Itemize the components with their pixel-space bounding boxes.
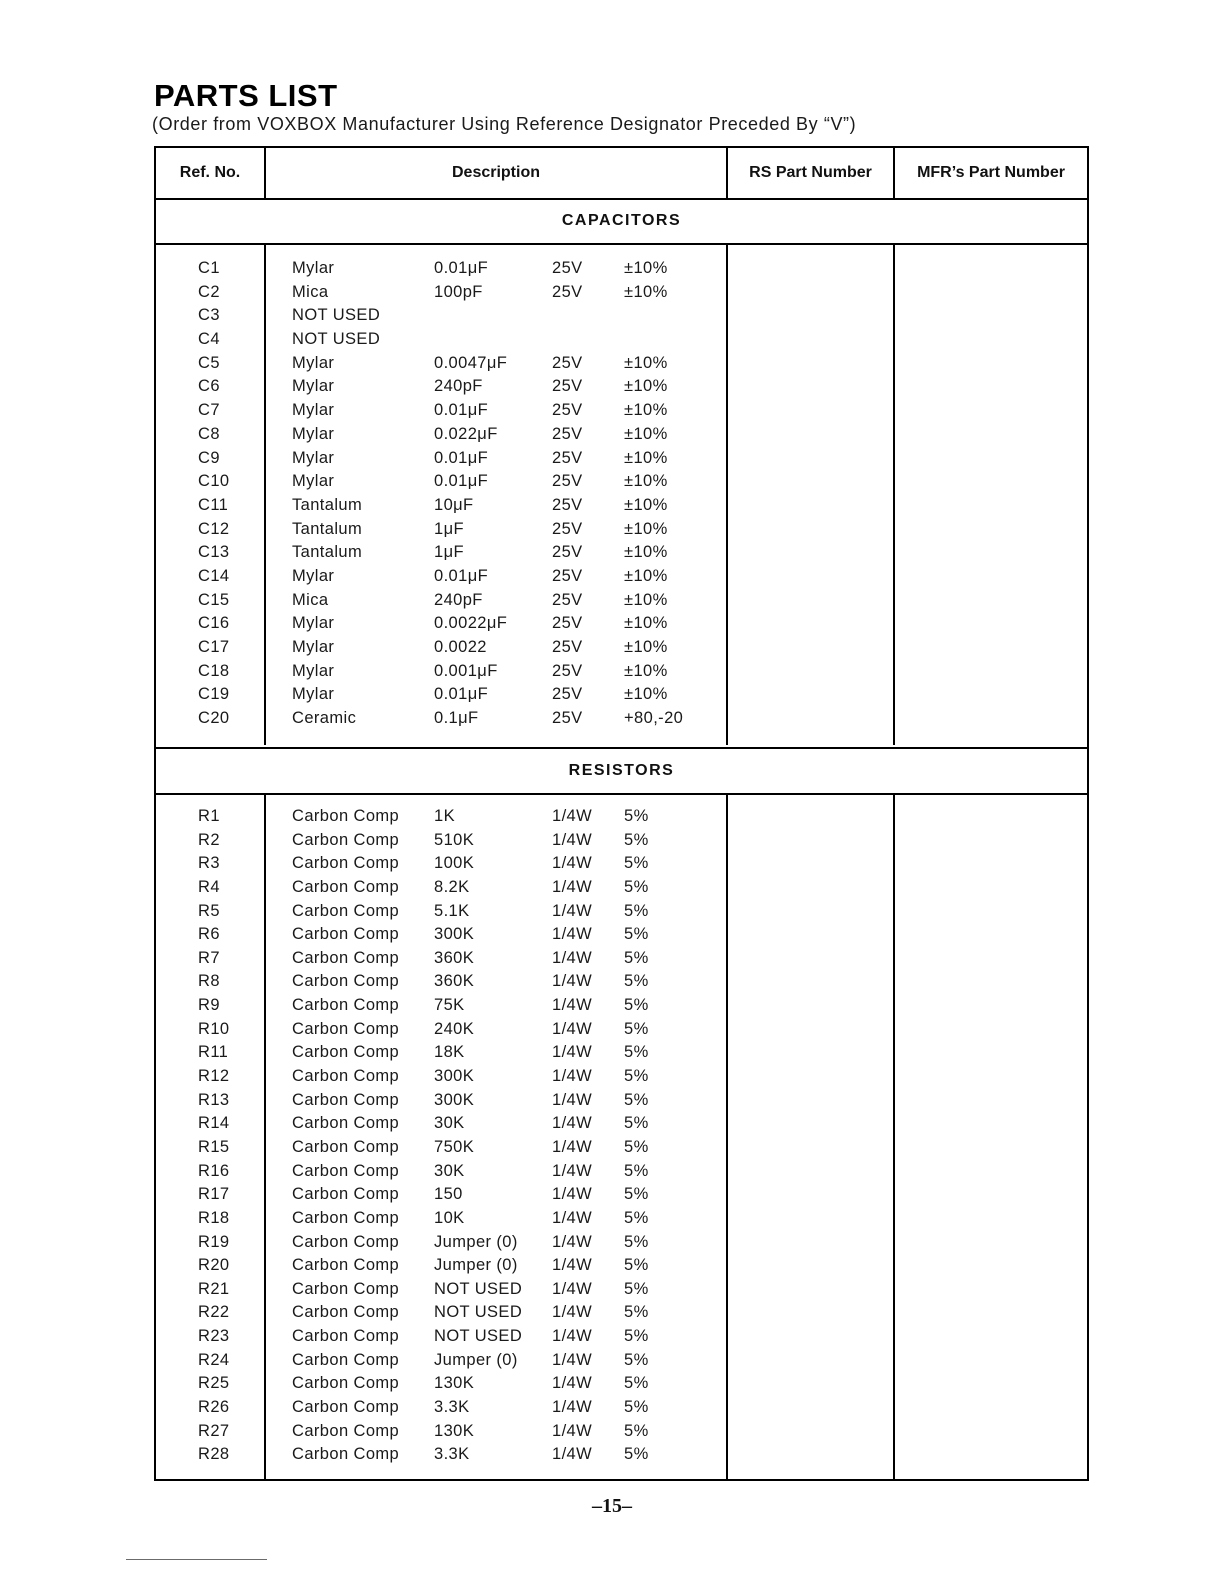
- part-type: Carbon Comp: [292, 1114, 400, 1133]
- part-value: Jumper (0): [434, 1350, 518, 1369]
- resistor-row: [156, 1374, 1087, 1398]
- ref-no: R5: [198, 901, 220, 920]
- part-type: Carbon Comp: [292, 1043, 400, 1062]
- capacitor-row: [156, 283, 1087, 307]
- part-value: 100pF: [434, 282, 483, 301]
- part-type: Carbon Comp: [292, 1279, 400, 1298]
- rating: 25V: [552, 685, 583, 704]
- ref-no: R16: [198, 1161, 230, 1180]
- rating: 1/4W: [552, 1445, 593, 1464]
- tolerance: ±10%: [624, 377, 668, 396]
- rating: 1/4W: [552, 1374, 593, 1393]
- tolerance: 5%: [624, 1090, 649, 1109]
- ref-no: R18: [198, 1208, 230, 1227]
- ref-no: R24: [198, 1350, 230, 1369]
- resistor-row: [156, 1422, 1087, 1446]
- tolerance: 5%: [624, 1137, 649, 1156]
- tolerance: 5%: [624, 948, 649, 967]
- part-value: NOT USED: [434, 1327, 523, 1346]
- part-value: 0.01μF: [434, 685, 489, 704]
- resistor-row: [156, 1185, 1087, 1209]
- ref-no: R1: [198, 807, 220, 825]
- tolerance: ±10%: [624, 401, 668, 420]
- ref-no: R3: [198, 854, 220, 873]
- part-type: Carbon Comp: [292, 1067, 400, 1086]
- part-value: 0.0022μF: [434, 614, 508, 633]
- part-type: Mylar: [292, 685, 335, 704]
- part-type: Carbon Comp: [292, 996, 400, 1015]
- tolerance: ±10%: [624, 566, 668, 585]
- rating: 1/4W: [552, 1019, 593, 1038]
- ref-no: C12: [198, 519, 230, 538]
- tolerance: 5%: [624, 996, 649, 1015]
- rating: 1/4W: [552, 925, 593, 944]
- resistors-section: [156, 793, 1087, 1481]
- rating: 1/4W: [552, 901, 593, 920]
- rating: 25V: [552, 638, 583, 656]
- ref-no: C17: [198, 638, 230, 656]
- rating: 1/4W: [552, 996, 593, 1015]
- ref-no: C13: [198, 543, 230, 562]
- tolerance: 5%: [624, 925, 649, 944]
- tolerance: ±10%: [624, 353, 668, 372]
- part-value: 750K: [434, 1137, 475, 1156]
- header-rs-part-number: RS Part Number: [728, 148, 895, 198]
- part-value: 30K: [434, 1114, 465, 1133]
- capacitor-rows: [156, 259, 1087, 733]
- rating: 25V: [552, 519, 583, 538]
- capacitor-row: [156, 543, 1087, 567]
- tolerance: ±10%: [624, 259, 668, 277]
- part-value: 1μF: [434, 543, 464, 562]
- part-type: Mylar: [292, 638, 335, 656]
- capacitor-row: [156, 377, 1087, 401]
- part-type: Carbon Comp: [292, 1137, 400, 1156]
- capacitor-row: [156, 685, 1087, 709]
- capacitor-row: [156, 567, 1087, 591]
- rating: 1/4W: [552, 877, 593, 896]
- ref-no: R15: [198, 1137, 230, 1156]
- tolerance: ±10%: [624, 519, 668, 538]
- part-type: Carbon Comp: [292, 1350, 400, 1369]
- ref-no: R28: [198, 1445, 230, 1464]
- part-value: 30K: [434, 1161, 465, 1180]
- tolerance: 5%: [624, 1161, 649, 1180]
- tolerance: ±10%: [624, 472, 668, 491]
- resistor-row: [156, 1256, 1087, 1280]
- rating: 1/4W: [552, 1256, 593, 1275]
- part-value: 10K: [434, 1208, 465, 1227]
- resistor-row: [156, 1020, 1087, 1044]
- rating: 1/4W: [552, 1185, 593, 1204]
- rating: 1/4W: [552, 1137, 593, 1156]
- part-value: 5.1K: [434, 901, 470, 920]
- ref-no: C18: [198, 661, 230, 680]
- part-value: 130K: [434, 1421, 475, 1440]
- part-type: Mylar: [292, 353, 335, 372]
- tolerance: 5%: [624, 1445, 649, 1464]
- part-value: 240pF: [434, 377, 483, 396]
- capacitor-row: [156, 330, 1087, 354]
- part-type: Carbon Comp: [292, 901, 400, 920]
- resistor-row: [156, 972, 1087, 996]
- resistor-row: [156, 1233, 1087, 1257]
- part-type: Carbon Comp: [292, 1019, 400, 1038]
- tolerance: 5%: [624, 901, 649, 920]
- tolerance: 5%: [624, 1421, 649, 1440]
- parts-table: [154, 146, 1089, 1481]
- part-type: Mylar: [292, 448, 335, 467]
- part-type: Mylar: [292, 472, 335, 491]
- tolerance: ±10%: [624, 543, 668, 562]
- capacitor-row: [156, 472, 1087, 496]
- part-type: Mylar: [292, 377, 335, 396]
- footer-link-underline: [126, 1559, 267, 1560]
- tolerance: ±10%: [624, 448, 668, 467]
- ref-no: C20: [198, 709, 230, 728]
- resistor-row: [156, 1351, 1087, 1375]
- part-value: 0.01μF: [434, 448, 489, 467]
- part-type: Carbon Comp: [292, 854, 400, 873]
- part-type: Carbon Comp: [292, 1185, 400, 1204]
- resistor-row: [156, 878, 1087, 902]
- tolerance: 5%: [624, 807, 649, 825]
- part-value: 240pF: [434, 590, 483, 609]
- ref-no: R20: [198, 1256, 230, 1275]
- ref-no: R11: [198, 1043, 229, 1062]
- part-type: Ceramic: [292, 709, 357, 728]
- capacitor-row: [156, 354, 1087, 378]
- rating: 1/4W: [552, 1327, 593, 1346]
- part-value: 10μF: [434, 495, 474, 514]
- ref-no: C5: [198, 353, 220, 372]
- part-value: 0.01μF: [434, 401, 489, 420]
- ref-no: R22: [198, 1303, 230, 1322]
- part-value: 1μF: [434, 519, 464, 538]
- ref-no: C14: [198, 566, 230, 585]
- resistor-row: [156, 902, 1087, 926]
- ref-no: R23: [198, 1327, 230, 1346]
- tolerance: ±10%: [624, 590, 668, 609]
- rating: 25V: [552, 259, 583, 277]
- ref-no: R26: [198, 1398, 230, 1417]
- part-value: 0.01μF: [434, 566, 489, 585]
- tolerance: ±10%: [624, 614, 668, 633]
- part-value: NOT USED: [434, 1279, 523, 1298]
- rating: 25V: [552, 614, 583, 633]
- capacitor-row: [156, 259, 1087, 283]
- part-value: 300K: [434, 1090, 475, 1109]
- resistor-row: [156, 925, 1087, 949]
- rating: 25V: [552, 377, 583, 396]
- ref-no: R8: [198, 972, 220, 991]
- part-value: 300K: [434, 1067, 475, 1086]
- part-type: Mylar: [292, 259, 335, 277]
- tolerance: ±10%: [624, 424, 668, 443]
- resistor-rows: [156, 807, 1087, 1469]
- ref-no: C6: [198, 377, 220, 396]
- part-value: 3.3K: [434, 1398, 470, 1417]
- part-type: Carbon Comp: [292, 1090, 400, 1109]
- part-type: Carbon Comp: [292, 1327, 400, 1346]
- section-heading-resistors: RESISTORS: [156, 747, 1087, 795]
- part-value: 100K: [434, 854, 475, 873]
- ref-no: C7: [198, 401, 220, 420]
- part-type: NOT USED: [292, 330, 381, 349]
- part-value: 0.022μF: [434, 424, 498, 443]
- tolerance: 5%: [624, 1256, 649, 1275]
- capacitor-row: [156, 401, 1087, 425]
- tolerance: 5%: [624, 1232, 649, 1251]
- ref-no: R7: [198, 948, 220, 967]
- part-value: 0.01μF: [434, 259, 489, 277]
- ref-no: C2: [198, 282, 220, 301]
- rating: 25V: [552, 495, 583, 514]
- resistor-row: [156, 1091, 1087, 1115]
- rating: 1/4W: [552, 1279, 593, 1298]
- ref-no: R21: [198, 1279, 230, 1298]
- capacitor-row: [156, 425, 1087, 449]
- resistor-row: [156, 1162, 1087, 1186]
- rating: 1/4W: [552, 830, 593, 849]
- tolerance: 5%: [624, 1303, 649, 1322]
- tolerance: ±10%: [624, 495, 668, 514]
- part-type: Mylar: [292, 661, 335, 680]
- capacitor-row: [156, 709, 1087, 733]
- ref-no: R27: [198, 1421, 230, 1440]
- part-type: Carbon Comp: [292, 1374, 400, 1393]
- tolerance: ±10%: [624, 282, 668, 301]
- ref-no: C9: [198, 448, 220, 467]
- part-value: 130K: [434, 1374, 475, 1393]
- part-value: 510K: [434, 830, 475, 849]
- tolerance: 5%: [624, 1398, 649, 1417]
- ref-no: C11: [198, 495, 229, 514]
- ref-no: C15: [198, 590, 230, 609]
- part-type: Mylar: [292, 614, 335, 633]
- part-type: Mylar: [292, 424, 335, 443]
- resistor-row: [156, 949, 1087, 973]
- rating: 1/4W: [552, 854, 593, 873]
- part-type: Carbon Comp: [292, 1398, 400, 1417]
- rating: 1/4W: [552, 1090, 593, 1109]
- header-mfr-part-number: MFR’s Part Number: [917, 164, 1065, 181]
- part-type: Carbon Comp: [292, 1256, 400, 1275]
- rating: 1/4W: [552, 1043, 593, 1062]
- resistor-row: [156, 807, 1087, 831]
- tolerance: 5%: [624, 1208, 649, 1227]
- ref-no: R9: [198, 996, 220, 1015]
- capacitor-row: [156, 496, 1087, 520]
- tolerance: 5%: [624, 854, 649, 873]
- rating: 25V: [552, 401, 583, 420]
- section-heading-capacitors: CAPACITORS: [156, 198, 1087, 245]
- capacitor-row: [156, 306, 1087, 330]
- header-description: Description: [266, 148, 728, 198]
- header-ref-no: Ref. No.: [156, 148, 266, 198]
- part-value: 360K: [434, 972, 475, 991]
- tolerance: 5%: [624, 1185, 649, 1204]
- tolerance: 5%: [624, 1114, 649, 1133]
- part-type: Carbon Comp: [292, 1421, 400, 1440]
- resistor-row: [156, 996, 1087, 1020]
- rating: 1/4W: [552, 1232, 593, 1251]
- capacitor-row: [156, 520, 1087, 544]
- part-value: 0.1μF: [434, 709, 479, 728]
- part-value: 0.0022: [434, 638, 487, 656]
- rating: 1/4W: [552, 972, 593, 991]
- ref-no: R12: [198, 1067, 230, 1086]
- ref-no: C19: [198, 685, 230, 704]
- resistor-row: [156, 831, 1087, 855]
- rating: 1/4W: [552, 1208, 593, 1227]
- rating: 1/4W: [552, 1350, 593, 1369]
- ref-no: C8: [198, 424, 220, 443]
- capacitor-row: [156, 449, 1087, 473]
- ref-no: R4: [198, 877, 220, 896]
- part-value: 240K: [434, 1019, 475, 1038]
- ref-no: R17: [198, 1185, 230, 1204]
- rating: 1/4W: [552, 948, 593, 967]
- tolerance: 5%: [624, 1019, 649, 1038]
- resistor-row: [156, 1445, 1087, 1469]
- table-header: [156, 148, 1087, 200]
- ref-no: R10: [198, 1019, 230, 1038]
- part-type: Carbon Comp: [292, 948, 400, 967]
- resistor-row: [156, 1067, 1087, 1091]
- part-value: 300K: [434, 925, 475, 944]
- part-type: Carbon Comp: [292, 1303, 400, 1322]
- part-type: Carbon Comp: [292, 1161, 400, 1180]
- ref-no: R13: [198, 1090, 230, 1109]
- part-type: Tantalum: [292, 543, 363, 562]
- resistor-row: [156, 1114, 1087, 1138]
- resistor-row: [156, 1209, 1087, 1233]
- rating: 1/4W: [552, 1161, 593, 1180]
- tolerance: 5%: [624, 1279, 649, 1298]
- part-type: Carbon Comp: [292, 1208, 400, 1227]
- tolerance: 5%: [624, 1374, 649, 1393]
- ref-no: C4: [198, 330, 220, 349]
- part-value: 1K: [434, 807, 455, 825]
- ref-no: C3: [198, 306, 220, 325]
- tolerance: 5%: [624, 1067, 649, 1086]
- part-type: Carbon Comp: [292, 830, 400, 849]
- part-type: Carbon Comp: [292, 877, 400, 896]
- page-title: PARTS LIST: [154, 78, 338, 113]
- resistor-row: [156, 1280, 1087, 1304]
- tolerance: ±10%: [624, 638, 668, 656]
- resistor-row: [156, 1327, 1087, 1351]
- part-type: Mica: [292, 282, 329, 301]
- ref-no: C1: [198, 259, 220, 277]
- rating: 1/4W: [552, 1067, 593, 1086]
- ref-no: R25: [198, 1374, 230, 1393]
- part-type: Mylar: [292, 566, 335, 585]
- resistor-row: [156, 1043, 1087, 1067]
- resistor-row: [156, 1138, 1087, 1162]
- rating: 25V: [552, 472, 583, 491]
- ref-no: R19: [198, 1232, 230, 1251]
- rating: 25V: [552, 543, 583, 562]
- part-value: 3.3K: [434, 1445, 470, 1464]
- rating: 25V: [552, 709, 583, 728]
- rating: 1/4W: [552, 807, 593, 825]
- part-type: Tantalum: [292, 495, 363, 514]
- part-type: NOT USED: [292, 306, 381, 325]
- tolerance: 5%: [624, 1043, 649, 1062]
- part-value: 18K: [434, 1043, 465, 1062]
- tolerance: +80,-20: [624, 709, 684, 728]
- part-value: 8.2K: [434, 877, 470, 896]
- part-value: 0.001μF: [434, 661, 498, 680]
- resistor-row: [156, 1398, 1087, 1422]
- page-number: –15–: [592, 1495, 632, 1517]
- rating: 25V: [552, 282, 583, 301]
- tolerance: 5%: [624, 1327, 649, 1346]
- tolerance: 5%: [624, 972, 649, 991]
- rating: 1/4W: [552, 1303, 593, 1322]
- tolerance: ±10%: [624, 661, 668, 680]
- part-type: Carbon Comp: [292, 1445, 400, 1464]
- capacitor-row: [156, 662, 1087, 686]
- rating: 25V: [552, 661, 583, 680]
- tolerance: ±10%: [624, 685, 668, 704]
- capacitors-section: [156, 245, 1087, 745]
- ref-no: C10: [198, 472, 230, 491]
- part-type: Mylar: [292, 401, 335, 420]
- resistor-row: [156, 1303, 1087, 1327]
- tolerance: 5%: [624, 830, 649, 849]
- rating: 25V: [552, 424, 583, 443]
- capacitor-row: [156, 591, 1087, 615]
- part-type: Carbon Comp: [292, 1232, 400, 1251]
- tolerance: 5%: [624, 1350, 649, 1369]
- rating: 25V: [552, 353, 583, 372]
- rating: 25V: [552, 448, 583, 467]
- part-type: Carbon Comp: [292, 925, 400, 944]
- tolerance: 5%: [624, 877, 649, 896]
- ref-no: R2: [198, 830, 220, 849]
- part-value: NOT USED: [434, 1303, 523, 1322]
- capacitor-row: [156, 614, 1087, 638]
- part-type: Mica: [292, 590, 329, 609]
- part-value: 0.0047μF: [434, 353, 508, 372]
- part-type: Carbon Comp: [292, 807, 400, 825]
- rating: 1/4W: [552, 1398, 593, 1417]
- part-type: Tantalum: [292, 519, 363, 538]
- capacitor-row: [156, 638, 1087, 662]
- part-value: 75K: [434, 996, 465, 1015]
- page-subtitle: (Order from VOXBOX Manufacturer Using Reference Designator Preceded By “V”): [152, 114, 857, 134]
- part-value: 150: [434, 1185, 463, 1204]
- rating: 1/4W: [552, 1114, 593, 1133]
- ref-no: C16: [198, 614, 230, 633]
- ref-no: R6: [198, 925, 220, 944]
- part-value: 360K: [434, 948, 475, 967]
- rating: 1/4W: [552, 1421, 593, 1440]
- part-value: Jumper (0): [434, 1256, 518, 1275]
- resistor-row: [156, 854, 1087, 878]
- part-value: Jumper (0): [434, 1232, 518, 1251]
- part-value: 0.01μF: [434, 472, 489, 491]
- part-type: Carbon Comp: [292, 972, 400, 991]
- ref-no: R14: [198, 1114, 230, 1133]
- rating: 25V: [552, 590, 583, 609]
- rating: 25V: [552, 566, 583, 585]
